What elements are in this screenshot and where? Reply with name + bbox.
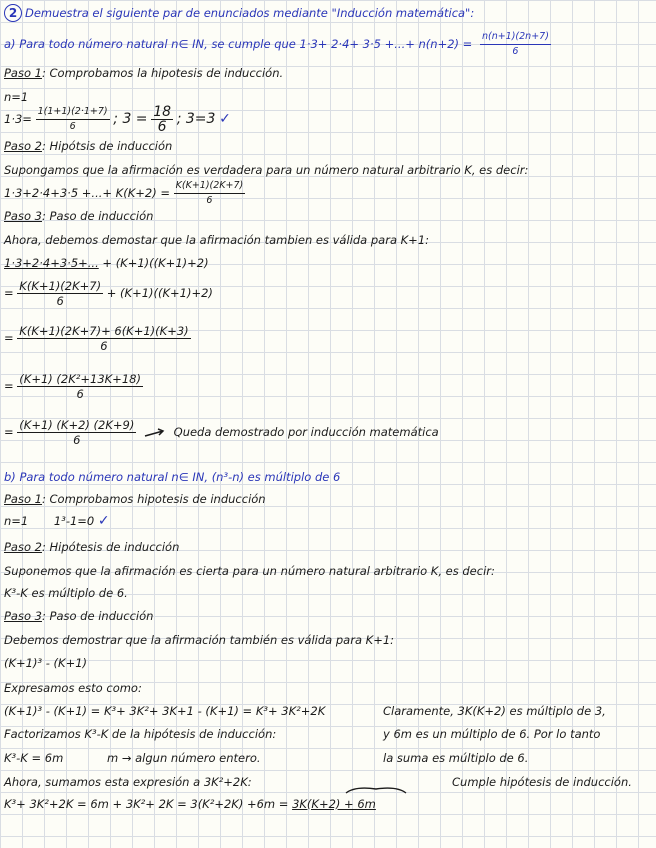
a-eq4-den: 6 (73, 433, 81, 447)
a-hyp-frac-num: K(K+1)(2K+7) (174, 179, 246, 194)
a-eq2-fraction (17, 324, 190, 353)
b-step2-title: Paso 2 (4, 540, 42, 554)
a-eq1-fraction (17, 279, 103, 308)
b-final-line (4, 797, 376, 811)
a-eq2-num: K(K+1)(2K+7)+ 6(K+1)(K+3) (19, 324, 189, 338)
b-hyp: K³-K es múltiplo de 6. (4, 586, 128, 600)
b-base-line (4, 514, 110, 528)
b-expr: (K+1)³ - (K+1) (4, 656, 88, 670)
a-step3-title: Paso 3 (4, 209, 42, 223)
conclusion-arrow-icon (144, 428, 166, 438)
a-base-frac2-den: 6 (157, 119, 167, 135)
b-step3-title: Paso 3 (4, 609, 42, 623)
b-step3-heading (4, 609, 153, 623)
a-base-case-line (4, 105, 231, 134)
a-eq1-pre: = (4, 286, 14, 300)
a-eq1-post: + (K+1)((K+1)+2) (106, 286, 213, 300)
a-step1-title: Paso 1 (4, 66, 42, 80)
exercise-number-badge: 2 (4, 4, 22, 22)
a-eq2-den: 6 (100, 339, 108, 353)
b-statement: b) Para todo número natural n∈ IN, (n³-n) es múltiplo de 6 (4, 470, 341, 484)
b-base: 1³-1=0 (53, 514, 95, 528)
part-a-rhs-fraction (480, 30, 551, 59)
a-step2-text: : Hipótsis de inducción (41, 139, 173, 153)
a-suppose: Supongamos que la afirmación es verdadera para un número natural arbitrario K, es decir: (4, 163, 529, 177)
b-suppose: Suponemos que la afirmación es cierta para un número natural arbitrario K, es decir: (4, 564, 495, 578)
a-step3-heading (4, 209, 153, 223)
b-step2-text: : Hipótesis de inducción (41, 540, 180, 554)
a-base-lhs: 1·3= (4, 112, 32, 126)
a-base-frac1 (36, 105, 110, 134)
a-eq1-num: K(K+1)(2K+7) (19, 279, 102, 293)
a-now: Ahora, debemos demostar que la afirmación tambien es válida para K+1: (4, 233, 430, 247)
a-step1-heading (4, 66, 283, 80)
a-base-frac1-num: 1(1+1)(2·1+7) (36, 105, 110, 120)
a-eq3-fraction (17, 372, 143, 401)
b-expand: (K+1)³ - (K+1) = K³+ 3K²+ 3K+1 - (K+1) = K³+ 3K²+2K (4, 704, 326, 718)
a-sum-k1: 1·3+2·4+3·5+... (4, 256, 99, 270)
a-eq3-num: (K+1) (2K²+13K+18) (19, 372, 141, 386)
a-base-frac2 (151, 105, 173, 134)
b-final-eq: K³+ 3K²+2K = 6m + 3K²+ 2K = 3(K²+2K) +6m = (4, 797, 289, 811)
a-conclusion: Queda demostrado por inducción matemática (173, 425, 439, 439)
b-clear1: Claramente, 3K(K+2) es múltiplo de 3, (383, 704, 606, 718)
a-sum-k1-line (4, 256, 209, 270)
part-a-rhs-den: 6 (512, 46, 519, 57)
a-eq4-line (4, 418, 439, 447)
b-final-term: 3K(K+2) + 6m (292, 797, 376, 811)
a-eq3-line (4, 372, 143, 401)
a-eq2-line (4, 324, 191, 353)
a-base-frac1-den: 6 (69, 121, 76, 132)
b-clear2: y 6m es un múltiplo de 6. Por lo tanto (383, 727, 601, 741)
b-n-eq: n=1 (4, 514, 29, 528)
b-step2-heading (4, 540, 179, 554)
a-step3-text: : Paso de inducción (41, 209, 154, 223)
b-base-check-icon: ✓ (97, 513, 110, 529)
a-sum-k: 1·3+2·4+3·5 +...+ K(K+2) = (4, 186, 170, 200)
part-a-rhs-num: n(n+1)(2n+7) (480, 30, 551, 45)
part-a-statement-line (4, 30, 551, 59)
exercise-intro: Demuestra el siguiente par de enunciados mediante "Inducción matemática": (25, 6, 475, 20)
b-must: Debemos demostrar que la afirmación también es válida para K+1: (4, 633, 395, 647)
b-clear3: la suma es múltiplo de 6. (383, 751, 529, 765)
a-eq1-den: 6 (56, 294, 64, 308)
a-step2-title: Paso 2 (4, 139, 42, 153)
a-sum-k1-rest: + (K+1)((K+1)+2) (98, 256, 209, 270)
b-cumple: Cumple hipótesis de inducción. (452, 775, 632, 789)
a-base-frac2-num: 18 (153, 104, 172, 120)
a-base-check-icon: ✓ (219, 111, 231, 127)
a-eq3-pre: = (4, 379, 14, 393)
a-step2-heading (4, 139, 172, 153)
a-eq4-fraction (17, 418, 136, 447)
a-eq3-den: 6 (76, 387, 84, 401)
underbrace-icon (345, 785, 407, 795)
a-eq4-num: (K+1) (K+2) (2K+9) (19, 418, 135, 432)
a-hyp-frac-den: 6 (206, 195, 213, 206)
a-base-semi1: ; 3 = (113, 111, 148, 127)
a-eq4-pre: = (4, 425, 14, 439)
exercise-intro-line (4, 4, 474, 22)
a-base-semi2: ; 3=3 (176, 111, 216, 127)
b-step1-title: Paso 1 (4, 492, 42, 506)
b-k-eq-line (4, 751, 261, 765)
b-step1-heading (4, 492, 266, 506)
b-k-eq: K³-K = 6m (4, 751, 64, 765)
b-express: Expresamos esto como: (4, 681, 142, 695)
a-eq2-pre: = (4, 331, 14, 345)
a-step1-text: : Comprobamos la hipotesis de inducción. (41, 66, 284, 80)
a-hyp-fraction (174, 179, 246, 208)
b-factor: Factorizamos K³-K de la hipótesis de inducción: (4, 727, 277, 741)
part-a-statement: a) Para todo número natural n∈ IN, se cumple que 1·3+ 2·4+ 3·5 +...+ n(n+2) = (4, 37, 473, 51)
b-step3-text: : Paso de inducción (41, 609, 154, 623)
b-step1-text: : Comprobamos hipotesis de inducción (41, 492, 266, 506)
a-hypothesis-line (4, 179, 245, 208)
a-n-eq: n=1 (4, 90, 29, 104)
a-eq1-line (4, 279, 213, 308)
b-now-add: Ahora, sumamos esta expresión a 3K²+2K: (4, 775, 252, 789)
b-m-note: m → algun número entero. (106, 751, 261, 765)
